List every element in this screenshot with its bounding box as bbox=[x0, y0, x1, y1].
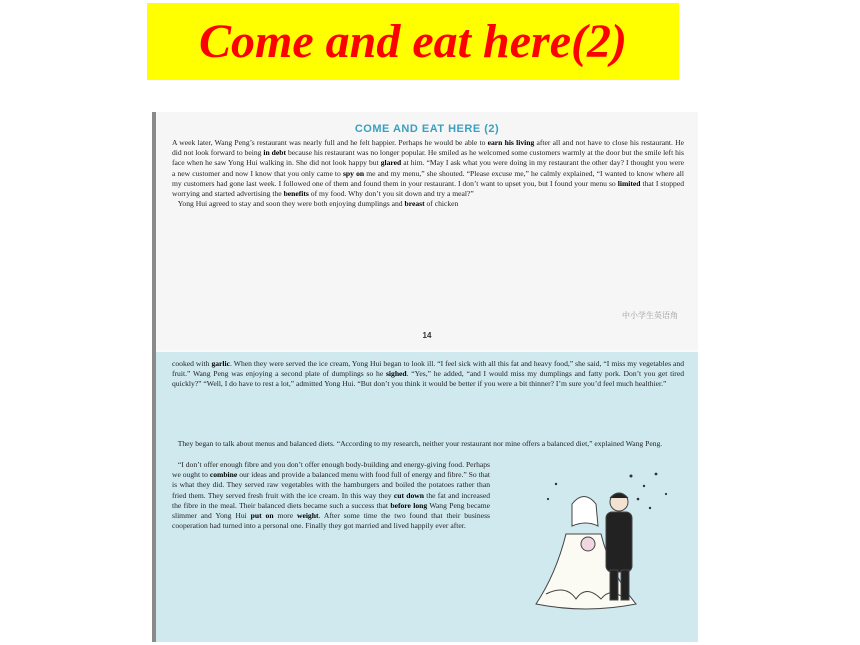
story-paragraph-top: A week later, Wang Peng’s restaurant was nearly full and he felt happier. Perhaps he would be able to earn his living after all and not have to close his restaurant. He did not look forward to being in debt because his restaurant was no longer popular. He smiled as he welcomed some customers warmly at the door but the smile left his face when he saw Yong Hui walking in. She did not look happy but glared at him. “May I ask what you were doing in my restaurant the other day? I thought you were a new customer and now I know that you only came to spy on me and my menu,” she shouted. “Please excuse me,” he calmly explained, “I wanted to know where all my customers had gone last week. I followed one of them and found them in your restaurant. I don’t want to upset you, but I found your menu so limited that I stopped worrying and started advertising the benefits of my food. Why don’t you sit down and try a meal?” Yong Hui agreed to stay and soon they were both enjoying dumplings and breast of chicken bbox=[172, 138, 685, 209]
page-number: 14 bbox=[422, 331, 432, 340]
section-heading: COME AND EAT HERE (2) bbox=[354, 123, 500, 135]
story-paragraph-3: “I don’t offer enough fibre and you don’t offer enough body-building and energy-giving food. Perhaps we ought to combine our ideas and provide a balanced menu with food full of energy and fibre.” So that is what they did. They served raw vegetables with the hamburgers and boiled the potatoes rather than fried them. They served fresh fruit with the ice cream. In this way they cut down the fat and increased the fibre in the meal. Their balanced diets became such a success that before long Wang Peng became slimmer and Yong Hui put on more weight. After some time the two found that their business cooperation had turned into a personal one. Finally they got married and lived happily ever after. bbox=[172, 460, 490, 531]
slide-title-banner bbox=[147, 3, 679, 80]
slide-title: Come and eat here(2) bbox=[199, 15, 627, 68]
story-paragraph-2: They began to talk about menus and balanced diets. “According to my research, neither your restaurant nor mine offers a balanced diet,” explained Wang Peng. bbox=[172, 439, 663, 448]
textbook-scan bbox=[152, 112, 698, 642]
wedding-couple-illustration bbox=[526, 464, 686, 614]
story-paragraph-1: cooked with garlic. When they were served the ice cream, Yong Hui began to look ill. “I feel sick with all this fat and heavy food,” she said, “I miss my vegetables and fruit.” Wang Peng was enjoying a second plate of dumplings so he sighed. “Yes,” he added, “and I would miss my dumplings and fatty pork. Don’t you get tired quickly?” “Well, I do have to rest a lot,” admitted Yong Hui. “But don’t you think it would be better if you were a bit thinner? I’m sure you’d feel much healthier.” bbox=[172, 359, 684, 389]
watermark-text: 中小学生英语角 bbox=[622, 311, 678, 320]
